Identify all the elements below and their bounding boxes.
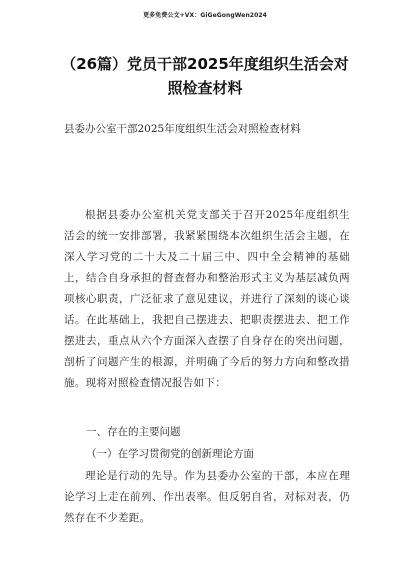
- document-title: （26篇）党员干部2025年度组织生活会对照检查材料: [61, 55, 349, 97]
- section-heading-main-problems: 一、存在的主要问题: [86, 426, 181, 438]
- document-subtitle: 县委办公室干部2025年度组织生活会对照检查材料: [64, 123, 301, 135]
- intro-paragraph: 根据县委办公室机关党支部关于召开2025年度组织生活会的统一安排部署，我紧紧围绕本次组织生活会主题，在深入学习党的二十大及二十届三中、四中全会精神的基础上，结合自身承担的督查督办和整治形式主义为基层减负两项核心职责，广泛征求了意见建议，并进行了深刻的谈心谈话。在此基础上，我把自己摆进去、把职责摆进去、把工作摆进去，重点从六个方面深入查摆了自身存在的突出问题，剖析了问题产生的根源，并明确了今后的努力方向和整改措施。现将对照检查情况报告如下：: [64, 209, 350, 389]
- theory-study-paragraph: 理论是行动的先导。作为县委办公室的干部，本应在理论学习上走在前列、作出表率。但反躬自省，对标对表，仍然存在不少差距。: [64, 470, 350, 524]
- subsection-heading-theory-study: （一）在学习贯彻党的创新理论方面: [86, 448, 254, 460]
- top-banner: 更多免费公文+VX：GiGeGongWen2024: [143, 12, 267, 19]
